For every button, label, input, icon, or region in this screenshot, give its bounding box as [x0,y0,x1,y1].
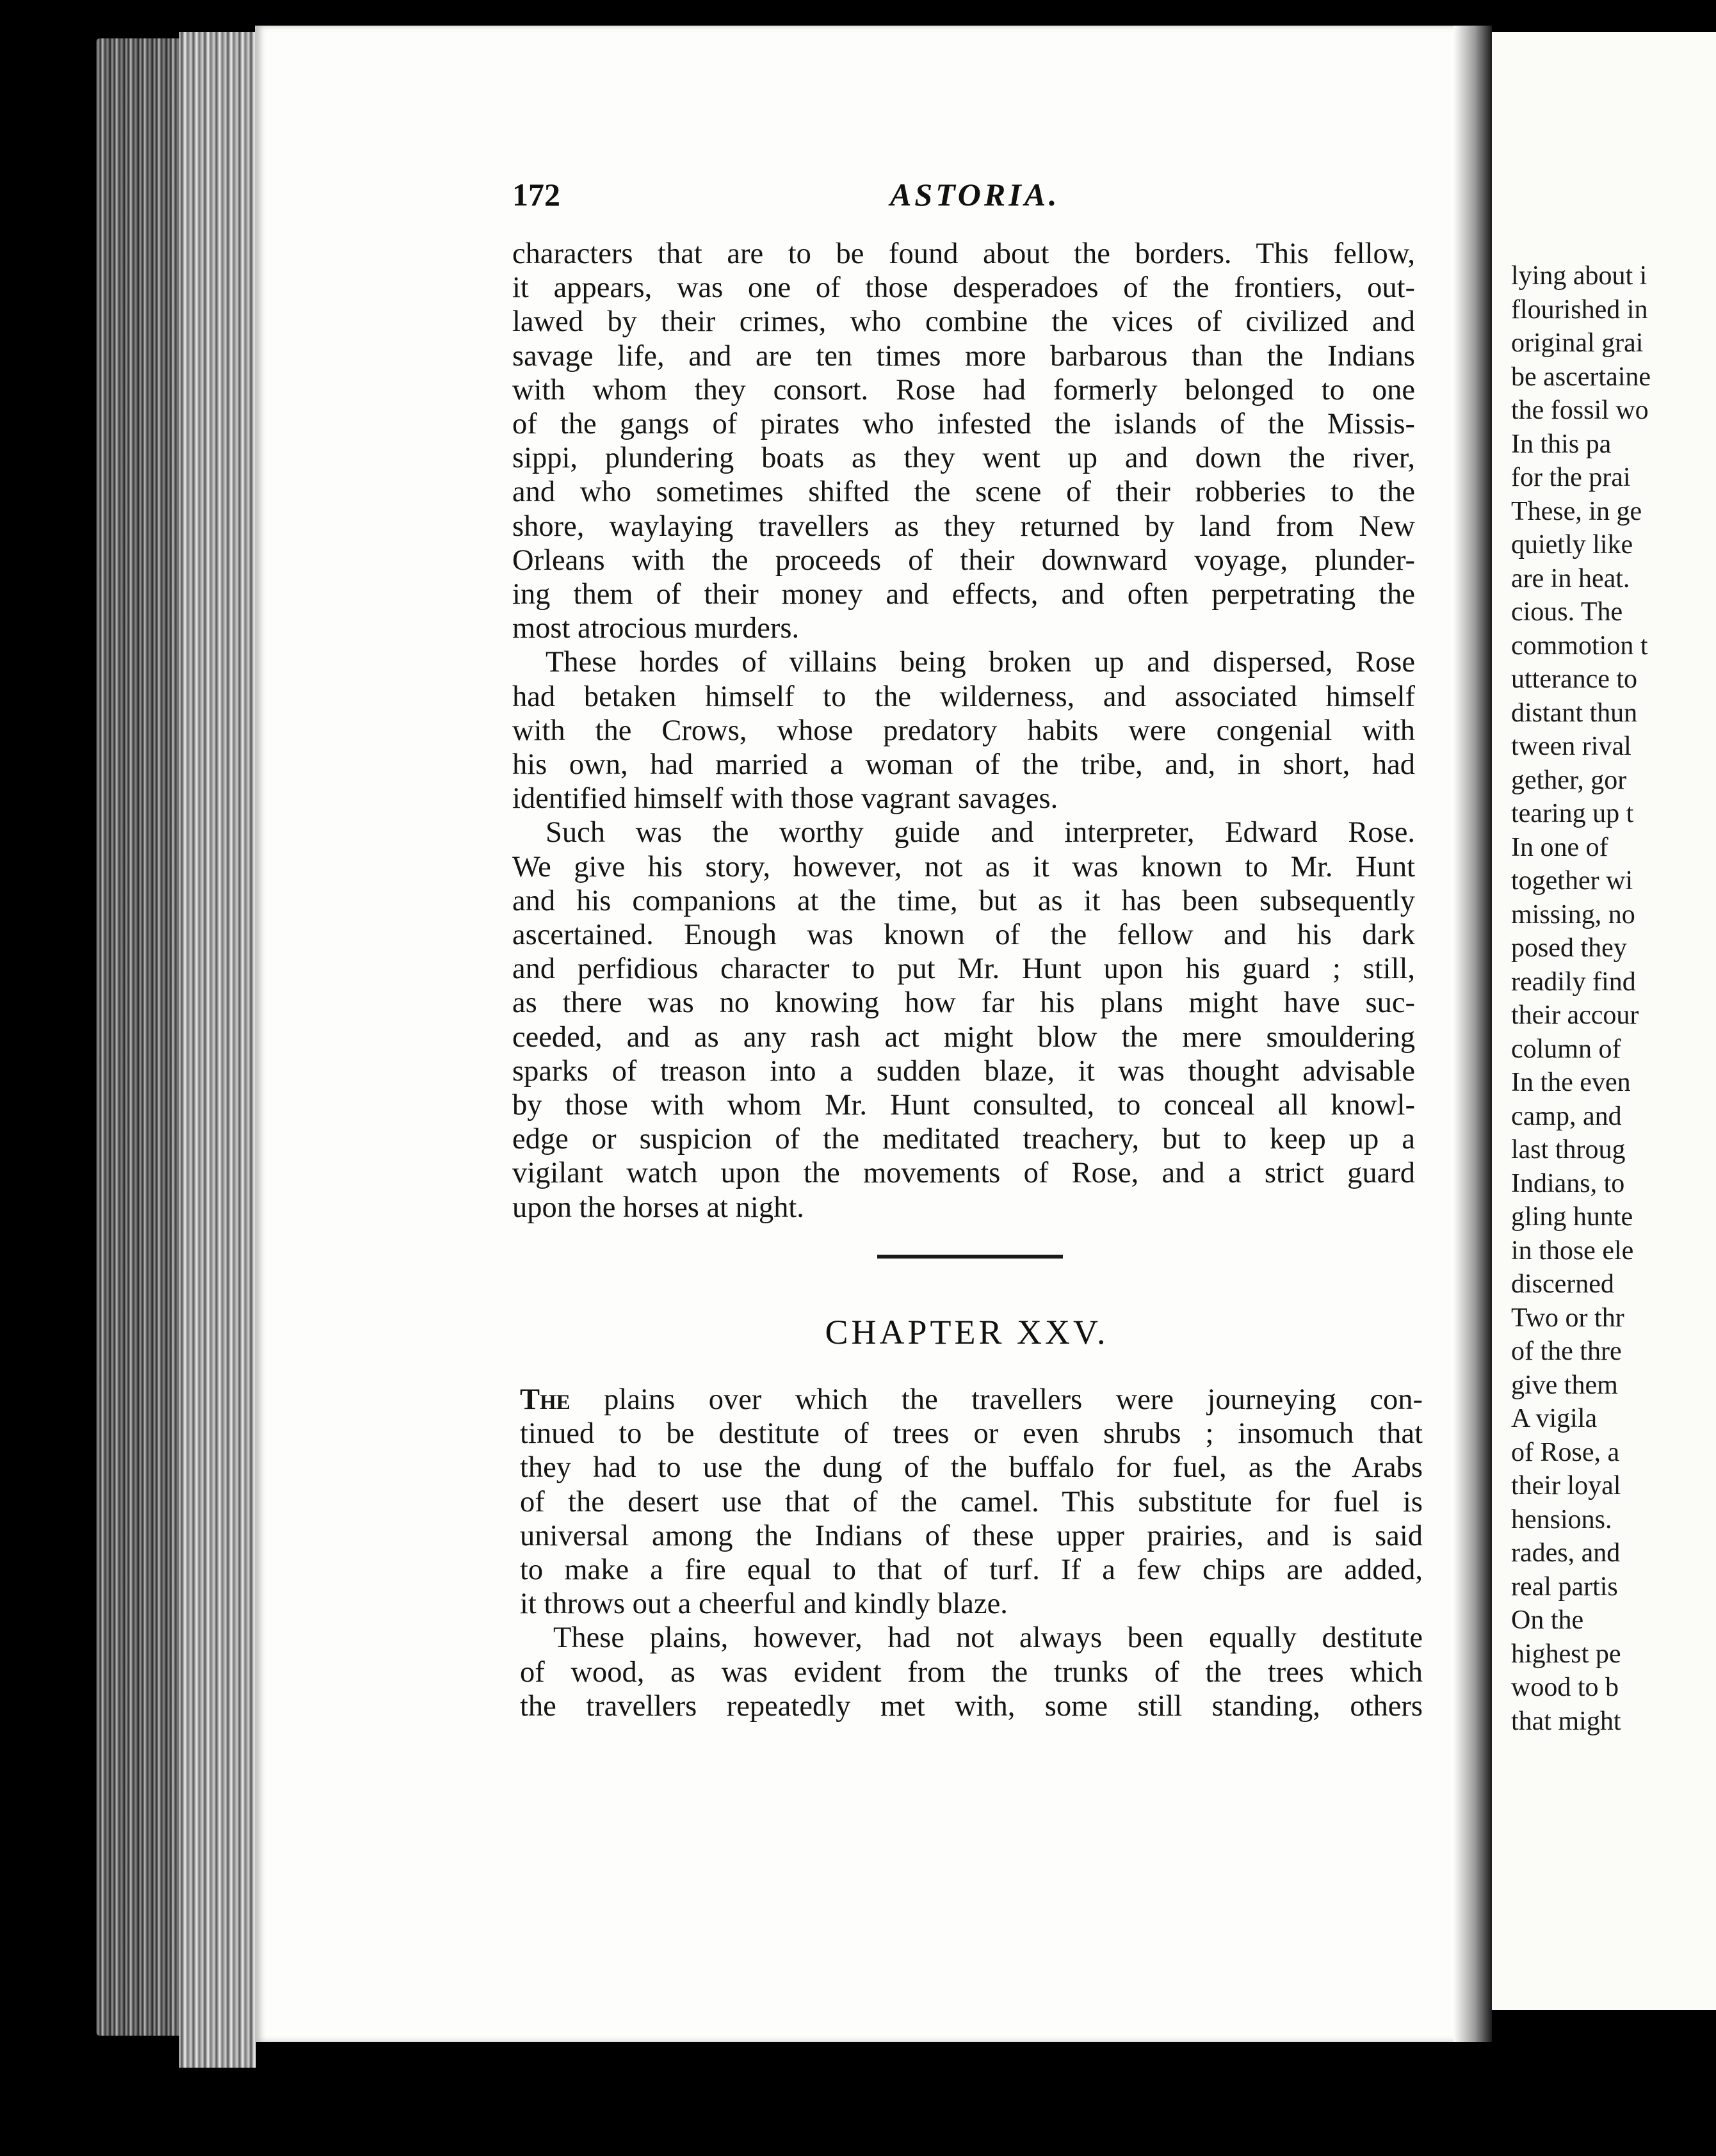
facing-page-text [1511,259,1651,1738]
facing-text-line: that might [1511,1706,1621,1736]
text-line: savage life, and are ten times more barbarous than the Indians [512,339,1415,373]
text-line: it appears, was one of those desperadoes of the frontiers, out- [512,271,1415,305]
text-line: lawed by their crimes, who combine the vices of civilized and [512,305,1415,339]
facing-text-line: wood to b [1511,1673,1619,1702]
text-line: with whom they consort. Rose had formerly belonged to one [512,373,1415,406]
text-line: as there was no knowing how far his plans might have suc- [512,986,1415,1020]
facing-text-line: tearing up t [1511,799,1634,828]
text-line: his own, had married a woman of the tribe, and, in short, had [512,748,1415,782]
facing-text-line: quietly like [1511,530,1633,559]
text-line: identified himself with those vagrant savages. [512,782,1058,816]
facing-text-line: In the even [1511,1068,1631,1097]
text-line: sippi, plundering boats as they went up and down the river, [512,442,1415,475]
text-line: These hordes of villains being broken up and dispersed, Rose [546,646,1415,679]
text-line: upon the horses at night. [512,1191,804,1224]
text-line: and who sometimes shifted the scene of their robberies to the [512,476,1415,509]
facing-text-line: original grai [1511,328,1644,358]
facing-text-line: lying about i [1511,261,1647,291]
facing-text-line: A vigila [1511,1404,1598,1433]
facing-text-line: discerned [1511,1269,1614,1299]
facing-text-line: Two or thr [1511,1303,1624,1333]
facing-text-line: highest pe [1511,1639,1621,1669]
facing-text-line: utterance to [1511,664,1638,694]
facing-text-line: together wi [1511,866,1633,896]
facing-text-line: On the [1511,1605,1584,1635]
chapter-heading: CHAPTER XXV. [825,1313,1109,1351]
facing-text-line: camp, and [1511,1101,1622,1131]
facing-text-line: their accour [1511,1001,1639,1030]
facing-text-line: These, in ge [1511,496,1642,526]
section-divider-rule [877,1255,1063,1259]
text-line: Such was the worthy guide and interpreter, Edward Rose. [546,816,1415,849]
facing-text-line: In one of [1511,832,1608,862]
facing-text-line: In this pa [1511,429,1612,459]
facing-page [1492,32,1716,2010]
facing-text-line: give them [1511,1370,1618,1400]
text-line: and his companions at the time, but as it has been subsequently [512,884,1415,917]
text-line: had betaken himself to the wilderness, and associated himself [512,680,1415,713]
text-line: to make a fire equal to that of turf. If a few chips are added, [520,1554,1423,1587]
chapter-first-line-rest: plains over which the travellers were journeying con- [570,1383,1423,1416]
text-line: they had to use the dung of the buffalo for fuel, as the Arabs [520,1451,1423,1484]
facing-text-line: gling hunte [1511,1202,1633,1232]
chapter-lead-word: The [520,1383,571,1416]
facing-text-line: real partis [1511,1572,1618,1602]
facing-text-line: Indians, to [1511,1168,1625,1198]
facing-text-line: be ascertaine [1511,362,1651,392]
text-line: tinued to be destitute of trees or even shrubs ; insomuch that [520,1417,1423,1451]
text-line: characters that are to be found about the borders. This fellow, [512,237,1415,270]
facing-text-line: rades, and [1511,1538,1621,1568]
text-line: We give his story, however, not as it was known to Mr. Hunt [512,850,1415,883]
facing-text-line: of the thre [1511,1337,1622,1366]
chapter-first-line [520,1383,1423,1417]
text-line: of the desert use that of the camel. This substitute for fuel is [520,1485,1423,1518]
text-line: most atrocious murders. [512,612,800,645]
page-header [512,176,1421,221]
text-line: and perfidious character to put Mr. Hunt upon his guard ; still, [512,953,1415,986]
text-line: Orleans with the proceeds of their downward voyage, plunder- [512,543,1415,577]
text-line: by those with whom Mr. Hunt consulted, to conceal all knowl- [512,1089,1415,1122]
facing-text-line: their loyal [1511,1471,1621,1500]
facing-text-line: cious. The [1511,597,1623,627]
facing-text-line: gether, gor [1511,765,1627,795]
text-line: of wood, as was evident from the trunks of the trees which [520,1655,1423,1689]
text-line: vigilant watch upon the movements of Rose, and a strict guard [512,1157,1415,1190]
facing-text-line: column of [1511,1034,1621,1064]
text-line: with the Crows, whose predatory habits were congenial with [512,714,1415,747]
book-gutter [1453,26,1492,2042]
facing-text-line: for the prai [1511,463,1631,492]
facing-text-line: of Rose, a [1511,1437,1620,1467]
book-page-edges-inner [179,32,256,2068]
text-line: ing them of their money and effects, and often perpetrating the [512,578,1415,611]
text-line: it throws out a cheerful and kindly blaze. [520,1588,1008,1621]
facing-text-line: posed they [1511,933,1627,963]
facing-text-line: missing, no [1511,899,1635,929]
facing-text-line: tween rival [1511,732,1631,761]
text-line: shore, waylaying travellers as they returned by land from New [512,510,1415,543]
text-line: of the gangs of pirates who infested the islands of the Missis- [512,408,1415,441]
facing-text-line: flourished in [1511,294,1648,325]
text-line: edge or suspicion of the meditated treachery, but to keep up a [512,1123,1415,1156]
text-line: ascertained. Enough was known of the fellow and his dark [512,919,1415,952]
facing-text-line: in those ele [1511,1235,1634,1266]
facing-text-line: distant thun [1511,698,1638,728]
facing-text-line: commotion t [1511,631,1648,661]
facing-text-line: last throug [1511,1135,1626,1164]
main-text-block [512,237,1415,1225]
text-line: ceeded, and as any rash act might blow the mere smouldering [512,1020,1415,1054]
text-line: the travellers repeatedly met with, some still standing, others [520,1689,1423,1723]
facing-text-line: readily find [1511,967,1636,997]
text-line: These plains, however, had not always been equally destitute [553,1621,1423,1655]
text-line: sparks of treason into a sudden blaze, it was thought advisable [512,1054,1415,1088]
running-title: ASTORIA. [890,177,1060,213]
facing-text-line: hensions. [1511,1504,1612,1534]
text-line: universal among the Indians of these upper prairies, and is said [520,1519,1423,1552]
facing-text-line: are in heat. [1511,563,1630,593]
page-number: 172 [512,177,560,213]
chapter-text-block [520,1383,1423,1723]
facing-text-line: the fossil wo [1511,396,1649,425]
